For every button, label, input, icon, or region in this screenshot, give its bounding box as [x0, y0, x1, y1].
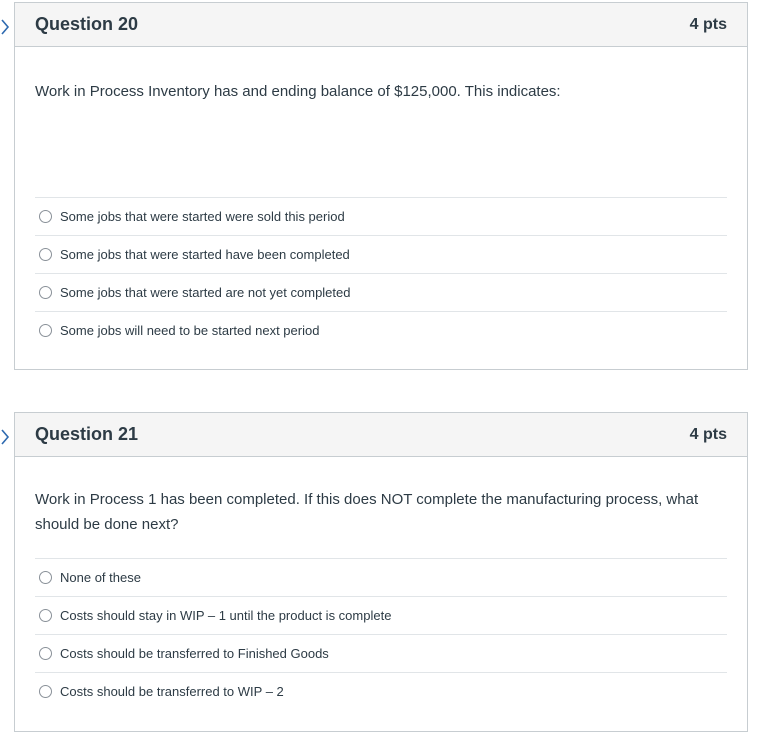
answer-label[interactable]: None of these [60, 570, 141, 585]
radio-button[interactable] [39, 609, 52, 622]
radio-button[interactable] [39, 685, 52, 698]
answer-option[interactable] [35, 198, 727, 236]
answer-option[interactable] [35, 673, 727, 710]
radio-button[interactable] [39, 571, 52, 584]
question-points: 4 pts [689, 15, 727, 33]
answer-label[interactable]: Some jobs that were started are not yet completed [60, 285, 351, 300]
chevron-right-icon [1, 17, 11, 37]
radio-button[interactable] [39, 286, 52, 299]
answer-list [35, 558, 727, 710]
radio-button[interactable] [39, 248, 52, 261]
answer-list [35, 197, 727, 349]
question-text: Work in Process Inventory has and ending balance of $125,000. This indicates: [35, 83, 561, 100]
answer-option[interactable] [35, 236, 727, 274]
answer-option[interactable] [35, 635, 727, 673]
answer-label[interactable]: Costs should stay in WIP – 1 until the product is complete [60, 608, 392, 623]
answer-option[interactable] [35, 559, 727, 597]
question-title: Question 20 [35, 14, 139, 34]
answer-label[interactable]: Some jobs will need to be started next period [60, 323, 320, 338]
answer-option[interactable] [35, 274, 727, 312]
question-title: Question 21 [35, 424, 139, 444]
answer-label[interactable]: Costs should be transferred to WIP – 2 [60, 684, 284, 699]
chevron-right-icon [1, 427, 11, 447]
answer-option[interactable] [35, 597, 727, 635]
radio-button[interactable] [39, 647, 52, 660]
question-header [15, 3, 747, 47]
radio-button[interactable] [39, 324, 52, 337]
radio-button[interactable] [39, 210, 52, 223]
question-points: 4 pts [689, 425, 727, 443]
answer-label[interactable]: Costs should be transferred to Finished Goods [60, 646, 329, 661]
answer-label[interactable]: Some jobs that were started have been completed [60, 247, 350, 262]
question-20 [14, 2, 748, 370]
answer-label[interactable]: Some jobs that were started were sold this period [60, 209, 345, 224]
question-21 [14, 412, 748, 732]
question-text: Work in Process 1 has been completed. If this does NOT complete the manufacturing process, what should be done next? [35, 491, 699, 533]
question-header [15, 413, 747, 457]
answer-option[interactable] [35, 312, 727, 349]
